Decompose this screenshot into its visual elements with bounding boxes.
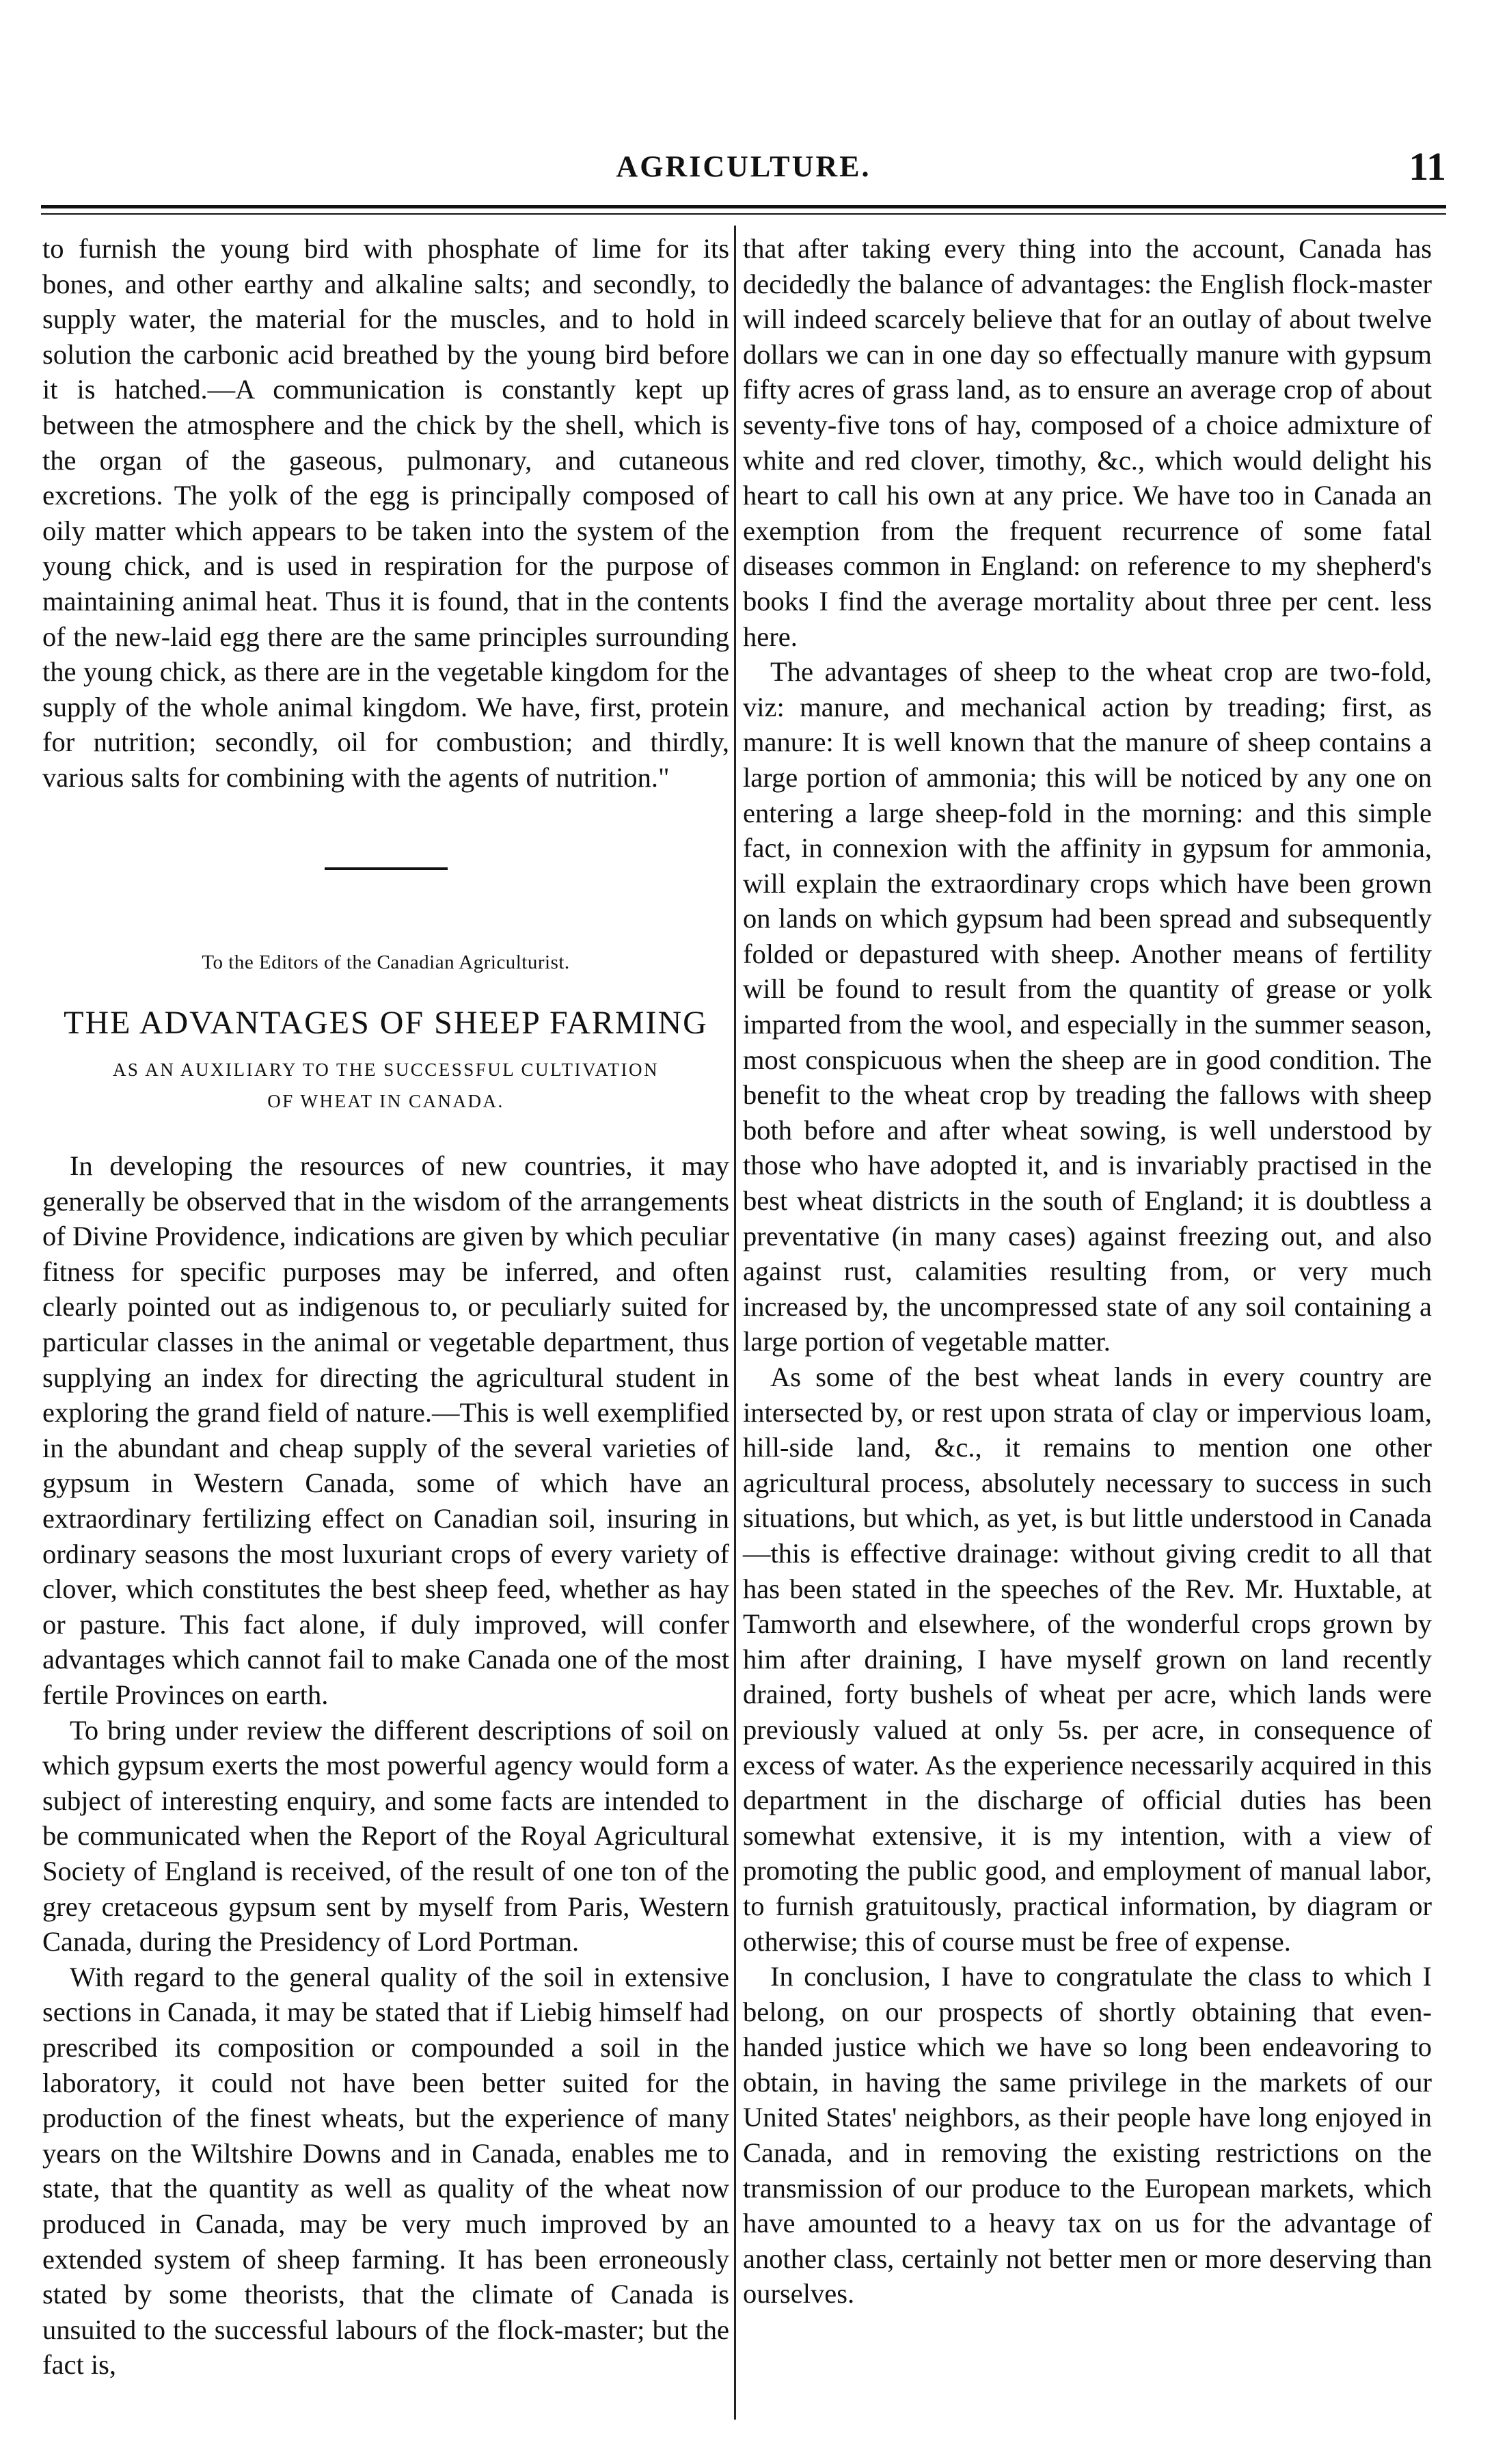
running-head [41, 144, 1446, 191]
article-subtitle-line-2: OF WHEAT IN CANADA. [267, 1091, 504, 1112]
article-paragraph-1: In developing the resources of new countries, it may generally be observed that in the wisdom of the arrangements of Divine Providence, indications are given by which peculiar fitness for specific purposes may be inferred, and often clearly pointed out as indigenous to, or peculiarly suited for particular classes in the animal or vegetable department, thus supplying an index for directing the agricultural student in exploring the grand field of nature.—This is well exemplified in the abundant and cheap supply of the several varieties of gypsum in Western Canada, some of which have an extraordinary fertilizing effect on Canadian soil, insuring in ordinary seasons the most luxuriant crops of every variety of clover, which constitutes the best sheep feed, whether as hay or pasture. This fact alone, if duly improved, will confer advantages which cannot fail to make Canada one of the most fertile Provinces on earth. [42, 1150, 729, 1710]
header-rule-thin [41, 213, 1446, 215]
left-column [42, 231, 729, 2383]
article-subtitle [42, 1054, 729, 1117]
header-rule-thick [41, 205, 1446, 208]
article-title: THE ADVANTAGES OF SHEEP FARMING [64, 1005, 708, 1042]
section-separator [325, 867, 448, 870]
article-subtitle-line-1: AS AN AUXILIARY TO THE SUCCESSFUL CULTIVATION [112, 1059, 660, 1081]
right-paragraph-3: In conclusion, I have to congratulate the class to which I belong, on our prospects of shortly obtaining that even-handed justice which we have so long been endeavoring to obtain, in having the same privilege in the markets of our United States' neighbors, as their people have long enjoyed in Canada, and in removing the existing restrictions on the transmission of our produce to the European markets, which have amounted to a heavy tax on us for the advantage of another class, certainly not better men or more deserving than ourselves. [743, 1961, 1432, 2310]
column-divider [734, 226, 736, 2420]
right-column [743, 231, 1432, 2312]
editors-line: To the Editors of the Canadian Agriculturist. [202, 951, 570, 973]
left-continued-paragraph: to furnish the young bird with phosphate of lime for its bones, and other earthy and alkaline salts; and secondly, to supply water, the material for the muscles, and to hold in solution the carbonic acid breathed by the young bird before it is hatched.—A communication is constantly kept up between the atmosphere and the chick by the shell, which is the organ of the gaseous, pulmonary, and cutaneous excretions. The yolk of the egg is principally composed of oily matter which appears to be taken into the system of the young chick, and is used in respiration for the purpose of maintaining animal heat. Thus it is found, that in the contents of the new-laid egg there are the same principles surrounding the young chick, as there are in the vegetable kingdom for the supply of the whole animal kingdom. We have, first, protein for nutrition; secondly, oil for combustion; and thirdly, various salts for combining with the agents of nutrition." [42, 233, 729, 793]
article-paragraph-2: To bring under review the different descriptions of soil on which gypsum exerts the most powerful agency would form a subject of interesting enquiry, and some facts are intended to be communicated when the Report of the Royal Agricultural Society of England is received, of the result of one ton of the grey cretaceous gypsum sent by myself from Paris, Western Canada, during the Presidency of Lord Portman. [42, 1714, 729, 1958]
right-paragraph-2: As some of the best wheat lands in every country are intersected by, or rest upon strata of clay or impervious loam, hill-side land, &c., it remains to mention one other agricultural process, absolutely necessary to success in such situations, but which, as yet, is but little understood in Canada—this is effective drainage: without giving credit to all that has been stated in the speeches of the Rev. Mr. Huxtable, at Tamworth and elsewhere, of the wonderful crops grown by him after draining, I have myself grown on land recently drained, forty bushels of wheat per acre, which lands were previously valued at only 5s. per acre, in consequence of excess of water. As the experience necessarily acquired in this department in the discharge of official duties has been somewhat extensive, it is my intention, with a view of promoting the public good, and employment of manual labor, to furnish gratuitously, practical information, by diagram or otherwise; this of course must be free of expense. [743, 1362, 1432, 1957]
right-paragraph-1: The advantages of sheep to the wheat crop are two-fold, viz: manure, and mechanical action by treading; first, as manure: It is well known that the manure of sheep contains a large portion of ammonia; this will be noticed by any one on entering a large sheep-fold in the morning: and this simple fact, in connexion with the affinity in gypsum for ammonia, will explain the extraordinary crops which have been grown on lands on which gypsum had been spread and subsequently folded or depastured with sheep. Another means of fertility will be found to result from the quantity of grease or yolk imparted from the wool, and especially in the summer season, most conspicuous when the sheep are in good condition. The benefit to the wheat crop by treading the fallows with sheep both before and after wheat sowing, is well understood by those who have adopted it, and is invariably practised in the best wheat districts in the south of England; it is doubtless a preventative (in many cases) against freezing out, and also against rust, calamities resulting from, or very much increased by, the uncompressed state of any soil containing a large portion of vegetable matter. [743, 656, 1432, 1357]
right-continued-paragraph: that after taking every thing into the account, Canada has decidedly the balance of advantages: the English flock-master will indeed scarcely believe that for an outlay of about twelve dollars we can in one day so effectually manure with gypsum fifty acres of grass land, as to ensure an average crop of about seventy-five tons of hay, composed of a choice admixture of white and red clover, timothy, &c., which would delight his heart to call his own at any price. We have too in Canada an exemption from the frequent recurrence of some fatal diseases common in England: on reference to my shepherd's books I find the average mortality about three per cent. less here. [743, 233, 1432, 652]
page-number: 11 [1409, 144, 1446, 189]
article-paragraph-3: With regard to the general quality of the soil in extensive sections in Canada, it may be stated that if Liebig himself had prescribed its composition or compounded a soil in the laboratory, it could not have been better suited for the production of the finest wheats, but the experience of many years on the Wiltshire Downs and in Canada, enables me to state, that the quantity as well as quality of the wheat now produced in Canada, may be very much improved by an extended system of sheep farming. It has been erroneously stated by some theorists, that the climate of Canada is unsuited to the successful labours of the flock-master; but the fact is, [42, 1961, 729, 2381]
section-title: AGRICULTURE. [616, 150, 871, 183]
